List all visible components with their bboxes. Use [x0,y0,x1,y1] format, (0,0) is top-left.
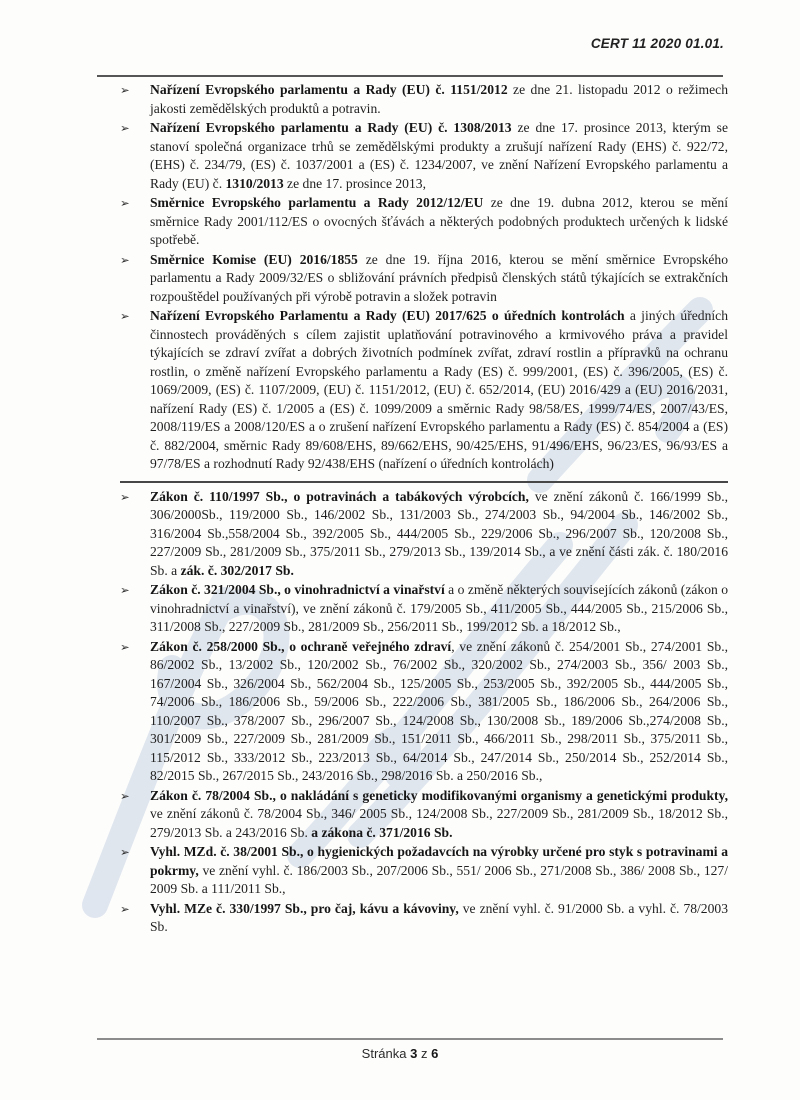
list-item-text: Nařízení Evropského parlamentu a Rady (EU) č. 1308/2013 ze dne 17. prosince 2013, kterým se stanoví společná organizace trhů se zemědělskými produkty a zrušují nařízení Rady (EHS) č. 922/72, (EHS) č. 234/79, (ES) č. 1037/2001 a (ES) č. 1234/2007, ve znění Nařízení Evropského parlamentu a Rady (EU) č. 1310/2013 ze dne 17. prosince 2013, [150,120,728,191]
eu-legislation-list [120,81,728,474]
page-number-label: Stránka [361,1046,407,1061]
list-item [120,581,728,637]
section-divider-rule [120,481,728,483]
list-item-text: Zákon č. 321/2004 Sb., o vinohradnictví a vinařství a o změně některých souvisejících zákonů (zákon o vinohradnictví a vinařství), ve znění zákonů č. 179/2005 Sb., 411/2005 Sb., 444/2005 Sb., 215/2006 Sb., 311/2008 Sb., 227/2009 Sb., 281/2009 Sb., 256/2011 Sb., 199/2012 Sb. a 18/2012 Sb., [150,582,729,634]
list-item-text: Zákon č. 258/2000 Sb., o ochraně veřejného zdraví, ve znění zákonů č. 254/2001 Sb., 274/2001 Sb., 86/2002 Sb., 13/2002 Sb., 120/2002 Sb., 76/2002 Sb., 320/2002 Sb., 274/2003 Sb., 356/ 2003 Sb., 167/2004 Sb., 326/2004 Sb., 562/2004 Sb., 125/2005 Sb., 253/2005 Sb., 392/2005 Sb., 444/2005 Sb., 74/2006 Sb., 186/2006 Sb., 59/2006 Sb., 222/2006 Sb., 381/2005 Sb., 186/2006 Sb., 264/2006 Sb., 110/2007 Sb., 378/2007 Sb., 296/2007 Sb., 124/2008 Sb., 130/2008 Sb., 189/2006 Sb.,274/2008 Sb., 301/2009 Sb., 227/2009 Sb., 281/2009 Sb., 151/2011 Sb., 466/2011 Sb., 298/2011 Sb., 375/2011 Sb., 115/2012 Sb., 333/2012 Sb., 223/2013 Sb., 64/2014 Sb., 247/2014 Sb., 250/2014 Sb., 252/2014 Sb., 82/2015 Sb., 267/2015 Sb., 243/2016 Sb., 298/2016 Sb. a 250/2016 Sb., [150,638,729,783]
page-number-of: z [420,1046,428,1061]
bullet-arrow-icon: ➢ [120,639,130,654]
national-legislation-list [120,488,728,937]
list-item-text: Směrnice Komise (EU) 2016/1855 ze dne 19. října 2016, kterou se mění směrnice Evropského parlamentu a Rady 2009/32/ES o sbližování právních předpisů členských států týkajících se extrakčních rozpouštědel používaných při výrobě potravin a složek potravin [150,251,728,304]
page-number [0,1046,800,1061]
list-item-text: Vyhl. MZd. č. 38/2001 Sb., o hygienických požadavcích na výrobky určené pro styk s potravinami a pokrmy, ve znění vyhl. č. 186/2003 Sb., 207/2006 Sb., 551/ 2006 Sb., 271/2008 Sb., 386/ 2008 Sb., 127/ 2009 Sb. a 111/2011 Sb., [150,844,728,896]
list-item-text: Směrnice Evropského parlamentu a Rady 2012/12/EU ze dne 19. dubna 2012, kterou se mění směrnice Rady 2001/112/ES o ovocných šťávách a některých podobných produktech určených k lidské spotřebě. [150,195,728,247]
bullet-arrow-icon: ➢ [120,901,130,916]
list-item [120,194,728,250]
document-content [120,81,728,938]
page-number-current: 3 [410,1046,418,1061]
page-number-total: 6 [431,1046,439,1061]
list-item [120,843,728,899]
bullet-arrow-icon: ➢ [120,583,130,597]
list-item [120,119,728,193]
list-item [120,488,728,581]
list-item-text: Vyhl. MZe č. 330/1997 Sb., pro čaj, kávu a kávoviny, ve znění vyhl. č. 91/2000 Sb. a vyhl. č. 78/2003 Sb. [150,900,728,934]
list-item [120,900,728,937]
header-rule [97,75,723,77]
bullet-arrow-icon: ➢ [120,309,130,323]
bullet-arrow-icon: ➢ [120,788,130,803]
bullet-arrow-icon: ➢ [120,252,130,267]
bullet-arrow-icon: ➢ [120,83,130,97]
bullet-arrow-icon: ➢ [120,196,130,210]
list-item [120,81,728,118]
doc-code: CERT 11 2020 01.01. [590,36,724,51]
list-item-text: Zákon č. 78/2004 Sb., o nakládání s geneticky modifikovanými organismy a genetickými produkty, ve znění zákonů č. 78/2004 Sb., 346/ 2005 Sb., 124/2008 Sb., 227/2009 Sb., 281/2009 Sb., 18/2012 Sb., 279/2013 Sb. a 243/2016 Sb. a zákona č. 371/2016 Sb. [150,787,728,840]
list-item-text: Nařízení Evropského Parlamentu a Rady (EU) 2017/625 o úředních kontrolách a jiných úředních činnostech prováděných s cílem zajistit uplatňování potravinového a krmivového práva a pravidel týkajících se zdraví zvířat a dobrých životních podmínek zvířat, zdraví rostlin a přípravků na ochranu rostlin, o změně nařízení Evropského parlamentu a Rady (ES) č. 999/2001, (ES) č. 396/2005, (ES) č. 1069/2009, (ES) č. 1107/2009, (EU) č. 1151/2012, (EU) č. 652/2014, (EU) 2016/429 a (EU) 2016/2031, nařízení Rady (ES) č. 1/2005 a (ES) č. 1099/2009 a směrnic Rady 98/58/ES, 1999/74/ES, 2007/43/ES, 2008/119/ES a 2008/120/ES a o zrušení nařízení Evropského parlamentu a Rady (ES) č. 854/2004 a (ES) č. 882/2004, směrnic Rady 89/608/EHS, 89/662/EHS, 90/425/EHS, 91/496/EHS, 96/23/ES, 96/93/ES a 97/78/ES a rozhodnutí Rady 92/438/EHS (nařízení o úředních kontrolách) [150,308,728,471]
bullet-arrow-icon: ➢ [120,489,130,504]
list-item [120,787,728,843]
bullet-arrow-icon: ➢ [120,845,130,859]
footer-rule [97,1038,723,1040]
list-item-text: Zákon č. 110/1997 Sb., o potravinách a tabákových výrobcích, ve znění zákonů č. 166/1999 Sb., 306/2000Sb., 119/2000 Sb., 146/2002 Sb., 131/2003 Sb., 274/2003 Sb., 94/2004 Sb., 146/2002 Sb., 316/2004 Sb.,558/2004 Sb., 392/2005 Sb., 444/2005 Sb., 229/2006 Sb., 296/2007 Sb., 120/2008 Sb., 227/2009 Sb., 281/2009 Sb., 375/2011 Sb., 279/2013 Sb., 139/2014 Sb., a ve znění části zák. č. 180/2016 Sb. a zák. č. 302/2017 Sb. [150,488,728,578]
list-item [120,251,728,307]
bullet-arrow-icon: ➢ [120,121,130,135]
list-item [120,638,728,786]
list-item-text: Nařízení Evropského parlamentu a Rady (EU) č. 1151/2012 ze dne 21. listopadu 2012 o režimech jakosti zemědělských produktů a potravin. [150,82,728,116]
list-item [120,307,728,474]
